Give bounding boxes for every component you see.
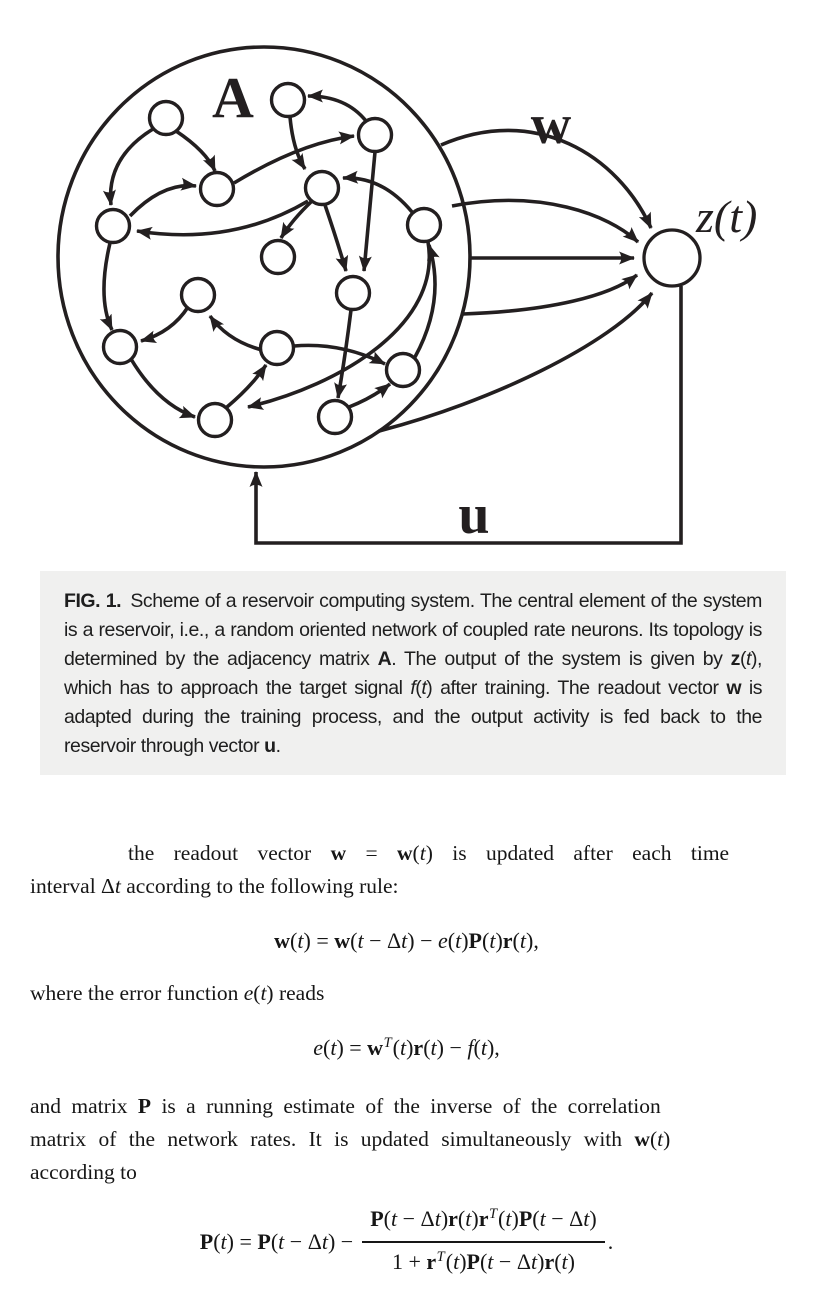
connection-arrow: [338, 310, 351, 398]
reservoir-node: [97, 210, 130, 243]
connection-arrow: [364, 152, 375, 271]
reservoir-node: [261, 332, 294, 365]
reservoir-node: [408, 209, 441, 242]
readout-weight-arrow: [379, 293, 652, 431]
readout-vector-label: w: [530, 94, 572, 156]
equation-p-left: P(t) = P(t − Δt) −: [199, 1229, 354, 1254]
readout-weight-arrow: [463, 275, 637, 314]
article-body: [30, 773, 783, 1280]
output-signal-label: z(t): [696, 191, 758, 242]
reservoir-node: [272, 84, 305, 117]
reservoir-node: [319, 401, 352, 434]
adjacency-matrix-label: A: [212, 65, 254, 130]
connection-arrow: [308, 96, 366, 121]
equation-period: .: [607, 1229, 614, 1254]
fraction: [362, 1204, 605, 1280]
connection-arrow: [141, 307, 188, 341]
reservoir-node: [337, 277, 370, 310]
reservoir-node: [182, 279, 215, 312]
reservoir-node: [387, 354, 420, 387]
paragraph-readout-update: the readout vector w = w(t) is updated after each time interval Δt according to the following rule:: [30, 841, 730, 898]
reservoir-node: [199, 404, 232, 437]
connection-arrow: [104, 243, 112, 330]
reservoir-node: [104, 331, 137, 364]
connection-arrow: [294, 345, 385, 364]
connection-arrow: [176, 131, 215, 171]
reservoir-node: [262, 241, 295, 274]
feedback-vector-label: u: [458, 484, 490, 546]
connection-arrow: [210, 316, 262, 350]
equation-p-update: [30, 1204, 783, 1280]
connection-arrow: [227, 365, 266, 407]
fraction-denominator: $1 + r^T(t)P(t - \Delta t)r(t)$: [362, 1241, 605, 1280]
connection-arrow: [290, 117, 305, 169]
fraction-numerator: $P(t - \Delta t)r(t)r^T(t)P(t - \Delta t)$: [370, 1206, 597, 1231]
output-node: [644, 230, 700, 286]
paragraph-matrix-p: and matrix P is a running estimate of the inverse of the correlation matrix of the network rates. It is updated simultaneously with w(t) according to: [30, 1094, 671, 1184]
reservoir-diagram: [0, 0, 819, 562]
connection-arrow: [343, 178, 412, 212]
figure-caption: [40, 571, 786, 775]
equation-w-update: w(t) = w(t − Δt) − e(t)P(t)r(t),: [274, 928, 539, 953]
connection-arrow: [130, 186, 196, 216]
reservoir-node: [201, 173, 234, 206]
connection-arrow: [131, 359, 195, 417]
figure-caption-text: FIG. 1. Scheme of a reservoir computing system. The central element of the system is a reservoir, i.e., a random oriented network of coupled rate neurons. Its topology is determined by the adjacency matrix A. The output of the system is given by z(t), which has to approach the target signal f(t) after training. The readout vector w is adapted during the training process, and the output activity is fed back to the reservoir through vector u.: [64, 590, 762, 757]
reservoir-node: [150, 102, 183, 135]
paragraph-error-function: where the error function e(t) reads: [30, 981, 325, 1005]
readout-weight-arrow: [452, 200, 638, 242]
connection-arrow: [111, 129, 153, 205]
connection-arrow: [349, 384, 390, 407]
connection-arrow: [325, 205, 346, 271]
reservoir-node: [359, 119, 392, 152]
equation-error-function: $e(t) = w^T(t)r(t) - f(t)$,: [313, 1035, 500, 1060]
reservoir-node: [306, 172, 339, 205]
